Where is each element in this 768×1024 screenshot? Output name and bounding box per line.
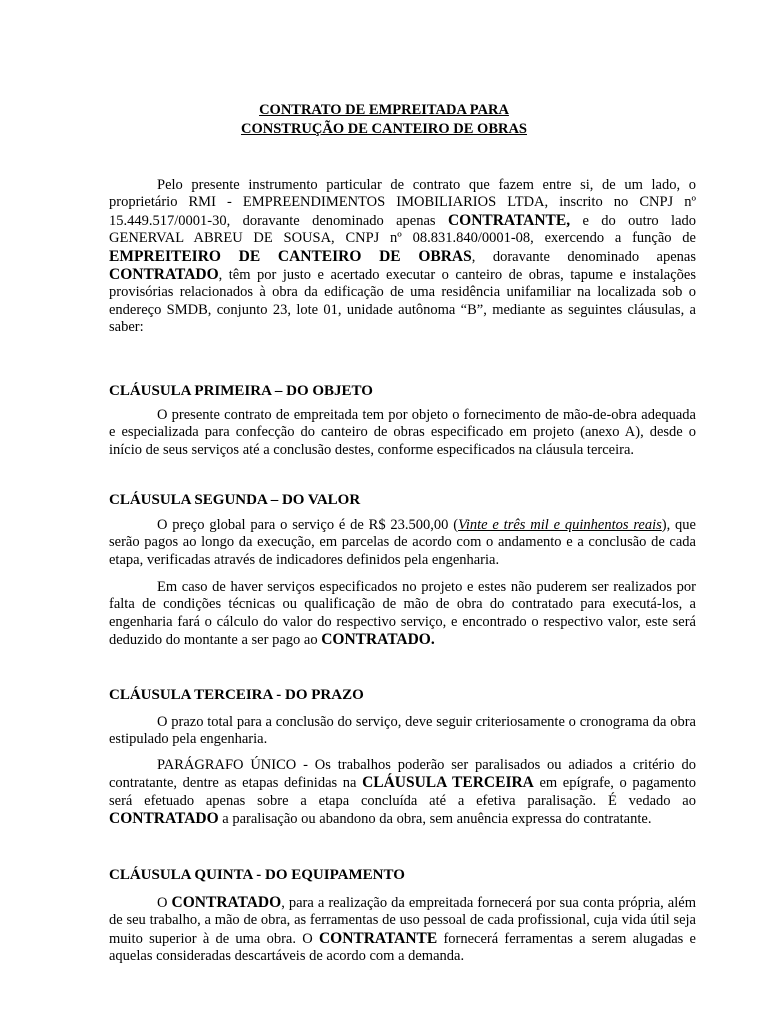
clause2-p1-text-1: O preço global para o serviço é de R$ 23.500,00 ( bbox=[157, 517, 459, 533]
clause3-p2-text-3: a paralisação ou abandono da obra, sem anuência expressa do contratante. bbox=[218, 811, 652, 828]
preamble-text-1: Pelo presente instrumento particular de contrato que fazem entre si, de um lado, o proprietário RMI - EMPREENDIMENTOS IMOBILIARIOS LTDA, inscrito no CNPJ nº 15.449.517/0001-30, doravante denominado apenas bbox=[109, 177, 696, 229]
clause2-p2-text-1: Em caso de haver serviços especificados no projeto e estes não puderem ser realizados por falta de condições técnicas ou qualificação de mão de obra do contratado para executá-los, a engenharia fará o cálculo do valor do respectivo serviço, e encontrado o respectivo valor, este será deduzido do montante a ser pago ao bbox=[109, 579, 696, 649]
clause2-paragraph-2 bbox=[109, 579, 696, 650]
clause5-paragraph bbox=[109, 894, 696, 966]
clause3-heading: CLÁUSULA TERCEIRA - DO PRAZO bbox=[109, 687, 364, 703]
clause2-heading: CLÁUSULA SEGUNDA – DO VALOR bbox=[109, 492, 361, 508]
clause5-text-2: , para a realização da empreitada fornecerá por sua conta própria, além de seu trabalho, a mão de obra, as ferramentas de uso pessoal de cada profissional, cuja vida útil seja muito superior à de uma obra. O bbox=[109, 895, 696, 947]
clause3-p2-bold-contratado: CONTRATADO bbox=[109, 810, 219, 828]
clause2-paragraph-1 bbox=[109, 517, 696, 569]
title-line-1: CONTRATO DE EMPREITADA PARA bbox=[259, 102, 509, 118]
preamble-paragraph bbox=[109, 177, 696, 337]
clause2-p1-text-2: ), que serão pagos ao longo da execução, em parcelas de acordo com o andamento e a conclusão de cada etapa, verificadas através de indicadores definidos pela engenharia. bbox=[109, 517, 696, 568]
preamble-text-3: , doravante denominado apenas bbox=[471, 248, 697, 265]
clause5-bold-contratado: CONTRATADO bbox=[171, 894, 282, 911]
clause2-value-in-words: Vinte e três mil e quinhentos reais bbox=[458, 517, 662, 533]
clause3-p2-text-1: PARÁGRAFO ÚNICO - Os trabalhos poderão ser paralisados ou adiados a critério do contratante, dentre as etapas definidas na bbox=[109, 757, 696, 792]
clause2-p2-bold-contratado: CONTRATADO. bbox=[321, 631, 435, 649]
document-title bbox=[0, 101, 768, 139]
clause5-text-1: O bbox=[157, 895, 172, 911]
preamble-bold-contratado: CONTRATADO bbox=[109, 266, 219, 284]
clause1-paragraph: O presente contrato de empreitada tem por objeto o fornecimento de mão-de-obra adequada e especializada para confecção do canteiro de obras especificado em projeto (anexo A), desde o início de seus serviços até a conclusão destes, conforme especificados na cláusula terceira. bbox=[109, 407, 696, 458]
clause5-heading: CLÁUSULA QUINTA - DO EQUIPAMENTO bbox=[109, 867, 405, 883]
clause3-paragraph-1: O prazo total para a conclusão do serviço, deve seguir criteriosamente o cronograma da obra estipulado pela engenharia. bbox=[109, 714, 696, 748]
title-line-2: CONSTRUÇÃO DE CANTEIRO DE OBRAS bbox=[240, 121, 527, 137]
clause1-heading: CLÁUSULA PRIMEIRA – DO OBJETO bbox=[109, 383, 373, 399]
preamble-text-4: , têm por justo e acertado executar o canteiro de obras, tapume e instalações provisórias relacionados à obra da edificação de uma residência unifamiliar na localizada sob o endereço SMDB, conjunto 23, lote 01, unidade autônoma “B”, mediante as seguintes cláusulas, a saber: bbox=[109, 267, 696, 336]
clause3-paragraph-2 bbox=[109, 757, 696, 829]
clause5-bold-contratante: CONTRATANTE bbox=[318, 929, 438, 947]
preamble-text-2: e do outro lado GENERVAL ABREU DE SOUSA, CNPJ nº 08.831.840/0001-08, exercendo a função de bbox=[109, 212, 696, 247]
preamble-bold-empreiteiro: EMPREITEIRO DE CANTEIRO DE OBRAS bbox=[109, 247, 472, 265]
preamble-bold-contratante: CONTRATANTE, bbox=[447, 211, 571, 229]
clause3-p2-bold-clausula: CLÁUSULA TERCEIRA bbox=[362, 774, 534, 792]
clause5-text-3: fornecerá ferramentas a serem alugadas e aquelas consideradas descartáveis de acordo com a demanda. bbox=[109, 930, 696, 965]
clause3-p2-text-2: em epígrafe, o pagamento será efetuado apenas sobre a etapa concluída até a efetiva paralisação. É vedado ao bbox=[109, 775, 697, 809]
